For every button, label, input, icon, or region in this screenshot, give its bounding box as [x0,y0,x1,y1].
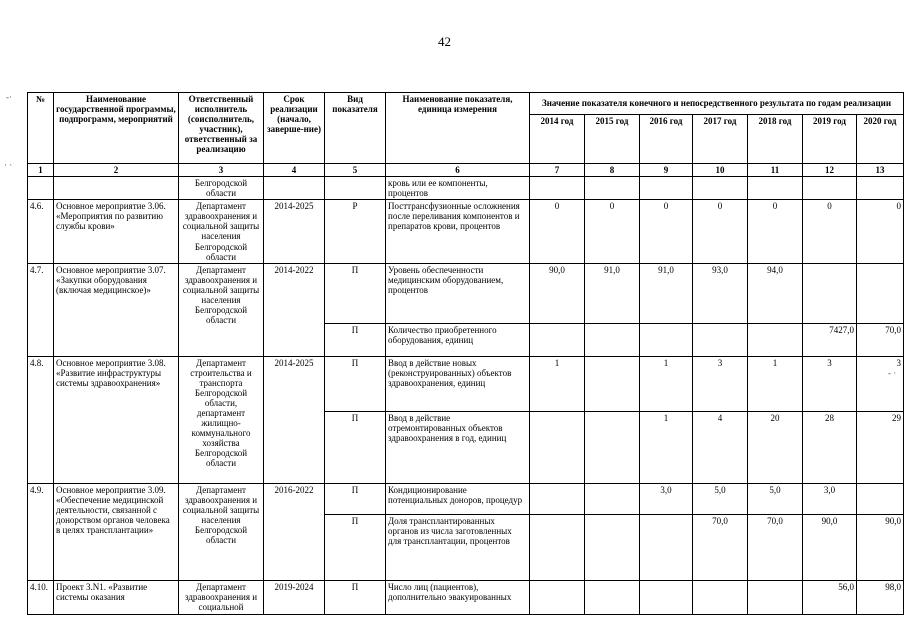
column-number: 1 [28,164,54,177]
indicator-type-cell: П [325,514,386,580]
scan-mark: - · [888,368,897,378]
value-cell [857,263,904,323]
value-cell: 70,0 [693,514,748,580]
header-row [28,93,904,115]
value-cell: 90,0 [803,514,857,580]
scan-mark: -· [6,92,12,102]
value-cell [530,580,585,614]
column-number: 12 [803,164,857,177]
indicator-cell: Число лиц (пациентов), дополнительно эвакуированных [386,580,530,614]
value-cell [640,514,693,580]
table-row [28,356,904,411]
indicator-type-cell: П [325,580,386,614]
value-cell: 1 [640,411,693,483]
value-cell [585,356,640,411]
value-cell [585,323,640,356]
header-name: Наименование государственной программы, подпрограмм, мероприятий [54,93,179,164]
table-row [28,263,904,323]
value-cell: 3 [857,356,904,411]
value-cell [803,263,857,323]
value-cell: 4 [693,411,748,483]
value-cell: 93,0 [693,263,748,323]
responsible-cell: Департамент здравоохранения и социальной [179,580,264,614]
row-number: 4.9. [28,483,54,580]
column-number: 8 [585,164,640,177]
row-number: 4.6. [28,200,54,263]
value-cell: 98,0 [857,580,904,614]
column-number: 13 [857,164,904,177]
indicator-type-cell: Р [325,200,386,263]
term-cell: 2014-2025 [264,200,325,263]
indicator-cell: Ввод в действие новых (реконструированных) объектов здравоохранения, единиц [386,356,530,411]
value-cell: 94,0 [748,263,803,323]
responsible-cell: Департамент строительства и транспорта Белгородской области, департамент жилищно-коммунального хозяйства Белгородской области [179,356,264,483]
value-cell [748,323,803,356]
value-cell [530,514,585,580]
term-cell: 2014-2022 [264,263,325,356]
header-indicator-name: Наименование показателя, единица измерения [386,93,530,164]
value-cell [530,323,585,356]
indicator-cell: Количество приобретенного оборудования, единиц [386,323,530,356]
measure-name: Основное мероприятие 3.07. «Закупки оборудования (включая медицинское)» [54,263,179,356]
header-values-group: Значение показателя конечного и непосредственного результата по годам реализации [530,93,904,115]
value-cell [748,580,803,614]
value-cell [585,483,640,514]
table-row [28,200,904,263]
header-year: 2019 год [803,115,857,164]
column-number: 10 [693,164,748,177]
value-cell: 1 [640,356,693,411]
indicator-type-cell: П [325,411,386,483]
value-cell: 3 [803,356,857,411]
value-cell: 70,0 [748,514,803,580]
header-no: № [28,93,54,164]
header-responsible: Ответственный исполнитель (соисполнитель, участник), ответственный за реализацию [179,93,264,164]
header-year: 2020 год [857,115,904,164]
measure-name: Основное мероприятие 3.08. «Развитие инфраструктуры системы здравоохранения» [54,356,179,483]
column-number: 11 [748,164,803,177]
column-numbers-row [28,164,904,177]
responsible-cell: Департамент здравоохранения и социальной защиты населения Белгородской области [179,263,264,356]
header-year: 2014 год [530,115,585,164]
measure-name: Проект 3.N1. «Развитие системы оказания [54,580,179,614]
table-row [28,580,904,614]
table-row [28,483,904,514]
value-cell: 56,0 [803,580,857,614]
value-cell [585,580,640,614]
responsible-cell: Департамент здравоохранения и социальной защиты населения Белгородской области [179,483,264,580]
column-number: 5 [325,164,386,177]
value-cell: 1 [530,356,585,411]
responsible-cell: Департамент здравоохранения и социальной защиты населения Белгородской области [179,200,264,263]
header-indicator-type: Вид показателя [325,93,386,164]
program-indicators-table [27,92,904,615]
value-cell: 5,0 [748,483,803,514]
indicator-cell: Ввод в действие отремонтированных объектов здравоохранения в год, единиц [386,411,530,483]
measure-name: Основное мероприятие 3.06. «Мероприятия по развитию службы крови» [54,200,179,263]
row-number: 4.8. [28,356,54,483]
value-cell: 90,0 [857,514,904,580]
column-number: 6 [386,164,530,177]
term-cell: 2016-2022 [264,483,325,580]
indicator-cell: кровь или ее компоненты, процентов [386,177,530,200]
value-cell: 7427,0 [803,323,857,356]
value-cell: 3,0 [803,483,857,514]
responsible-cell: Белгородской области [179,177,264,200]
indicator-type-cell: П [325,323,386,356]
table-row [28,177,904,200]
indicator-cell: Доля трансплантированных органов из числа заготовленных для трансплантации, процентов [386,514,530,580]
value-cell [693,580,748,614]
value-cell: 0 [803,200,857,263]
value-cell: 0 [640,200,693,263]
value-cell [530,411,585,483]
indicator-cell: Уровень обеспеченности медицинским оборудованием, процентов [386,263,530,323]
measure-name: Основное мероприятие 3.09. «Обеспечение медицинской деятельности, связанной с донорством органов человека в целях трансплантации» [54,483,179,580]
header-year: 2018 год [748,115,803,164]
page-number: 42 [438,34,451,49]
value-cell: 70,0 [857,323,904,356]
value-cell: 0 [857,200,904,263]
column-number: 9 [640,164,693,177]
header-term: Срок реализации (начало, заверше-ние) [264,93,325,164]
value-cell [640,323,693,356]
value-cell: 90,0 [530,263,585,323]
value-cell [693,323,748,356]
row-number: 4.10. [28,580,54,614]
row-number: 4.7. [28,263,54,356]
indicator-type-cell: П [325,483,386,514]
term-cell: 2014-2025 [264,356,325,483]
scan-mark: · · [4,160,13,170]
value-cell: 29 [857,411,904,483]
value-cell: 0 [693,200,748,263]
value-cell: 0 [530,200,585,263]
value-cell: 91,0 [585,263,640,323]
value-cell: 5,0 [693,483,748,514]
value-cell [530,483,585,514]
value-cell: 3 [693,356,748,411]
indicator-cell: Кондиционирование потенциальных доноров, процедур [386,483,530,514]
header-year: 2016 год [640,115,693,164]
value-cell [857,483,904,514]
value-cell [640,580,693,614]
value-cell: 28 [803,411,857,483]
header-year: 2015 год [585,115,640,164]
column-number: 2 [54,164,179,177]
indicator-type-cell: П [325,356,386,411]
value-cell: 3,0 [640,483,693,514]
value-cell: 20 [748,411,803,483]
column-number: 4 [264,164,325,177]
column-number: 3 [179,164,264,177]
indicator-cell: Посттрансфузионные осложнения после переливания компонентов и препаратов крови, процентов [386,200,530,263]
value-cell [585,411,640,483]
value-cell: 1 [748,356,803,411]
column-number: 7 [530,164,585,177]
value-cell: 0 [585,200,640,263]
term-cell: 2019-2024 [264,580,325,614]
value-cell: 91,0 [640,263,693,323]
header-year: 2017 год [693,115,748,164]
value-cell [585,514,640,580]
value-cell: 0 [748,200,803,263]
indicator-type-cell: П [325,263,386,323]
